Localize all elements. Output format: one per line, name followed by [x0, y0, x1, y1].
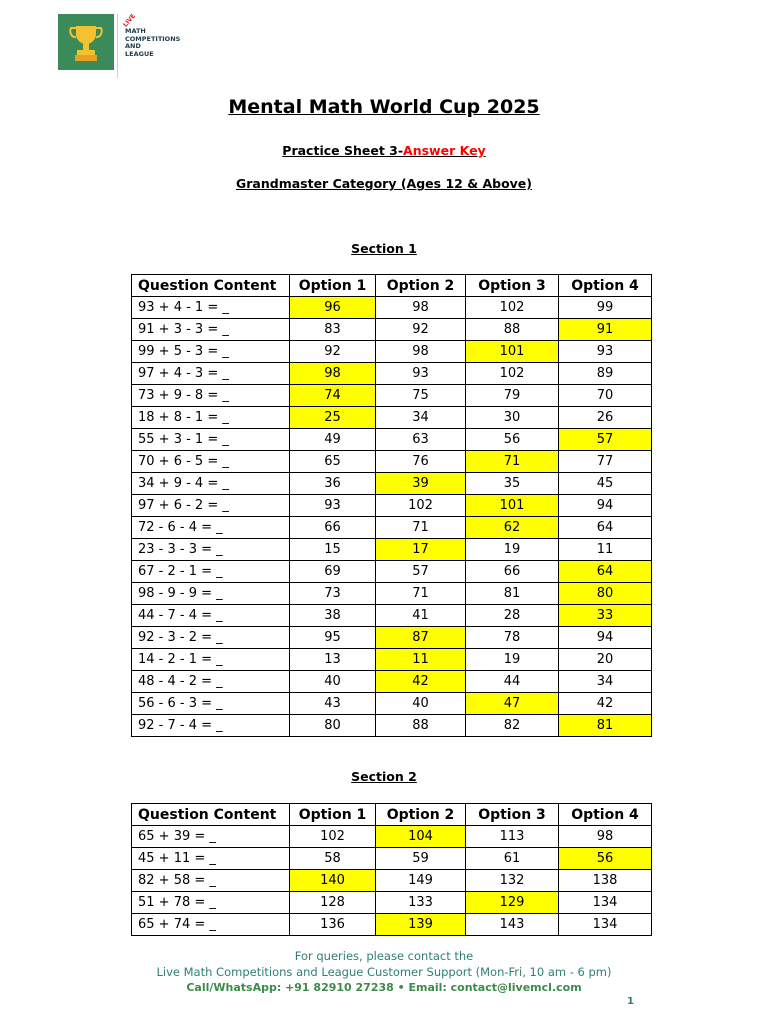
section1-title: Section 1: [351, 241, 417, 256]
option-cell: 93: [559, 341, 652, 363]
correct-answer-cell: 104: [376, 826, 466, 848]
option-cell: 102: [466, 297, 559, 319]
option-cell: 134: [559, 892, 652, 914]
logo-line: LEAGUE: [125, 49, 154, 58]
option-cell: 35: [466, 473, 559, 495]
question-cell: 73 + 9 - 8 = _: [132, 385, 290, 407]
correct-answer-cell: 96: [290, 297, 376, 319]
question-cell: 23 - 3 - 3 = _: [132, 539, 290, 561]
table-row: [132, 649, 652, 671]
correct-answer-cell: 87: [376, 627, 466, 649]
option-cell: 102: [376, 495, 466, 517]
table-row: [132, 870, 652, 892]
footer-contact-line: Call/WhatsApp: +91 82910 27238 • Email: contact@livemcl.com: [186, 981, 582, 994]
option-cell: 11: [559, 539, 652, 561]
correct-answer-cell: 11: [376, 649, 466, 671]
option-cell: 128: [290, 892, 376, 914]
correct-answer-cell: 57: [559, 429, 652, 451]
page-title: Mental Math World Cup 2025: [228, 96, 540, 118]
logo-divider: [117, 14, 118, 78]
logo-wordmark: [125, 28, 187, 58]
column-header-option: Option 3: [466, 275, 559, 297]
section2-table: [131, 803, 652, 936]
option-cell: 69: [290, 561, 376, 583]
option-cell: 49: [290, 429, 376, 451]
correct-answer-cell: 91: [559, 319, 652, 341]
table-row: [132, 848, 652, 870]
option-cell: 59: [376, 848, 466, 870]
question-cell: 67 - 2 - 1 = _: [132, 561, 290, 583]
table-row: [132, 693, 652, 715]
correct-answer-cell: 47: [466, 693, 559, 715]
option-cell: 75: [376, 385, 466, 407]
column-header-option: Option 2: [376, 804, 466, 826]
option-cell: 79: [466, 385, 559, 407]
section1-table: [131, 274, 652, 737]
question-cell: 93 + 4 - 1 = _: [132, 297, 290, 319]
column-header-question: Question Content: [132, 804, 290, 826]
table-row: [132, 826, 652, 848]
option-cell: 143: [466, 914, 559, 936]
correct-answer-cell: 139: [376, 914, 466, 936]
column-header-option: Option 3: [466, 804, 559, 826]
option-cell: 66: [290, 517, 376, 539]
table-row: [132, 319, 652, 341]
option-cell: 36: [290, 473, 376, 495]
option-cell: 43: [290, 693, 376, 715]
option-cell: 45: [559, 473, 652, 495]
option-cell: 58: [290, 848, 376, 870]
option-cell: 63: [376, 429, 466, 451]
option-cell: 66: [466, 561, 559, 583]
option-cell: 98: [376, 341, 466, 363]
option-cell: 41: [376, 605, 466, 627]
option-cell: 65: [290, 451, 376, 473]
option-cell: 92: [290, 341, 376, 363]
option-cell: 77: [559, 451, 652, 473]
correct-answer-cell: 74: [290, 385, 376, 407]
option-cell: 19: [466, 649, 559, 671]
option-cell: 71: [376, 583, 466, 605]
option-cell: 92: [376, 319, 466, 341]
option-cell: 15: [290, 539, 376, 561]
table-row: [132, 715, 652, 737]
option-cell: 64: [559, 517, 652, 539]
option-cell: 57: [376, 561, 466, 583]
column-header-option: Option 2: [376, 275, 466, 297]
table-header-row: [132, 804, 652, 826]
question-cell: 14 - 2 - 1 = _: [132, 649, 290, 671]
option-cell: 73: [290, 583, 376, 605]
question-cell: 82 + 58 = _: [132, 870, 290, 892]
option-cell: 34: [376, 407, 466, 429]
option-cell: 78: [466, 627, 559, 649]
category-heading: Grandmaster Category (Ages 12 & Above): [236, 176, 532, 191]
option-cell: 44: [466, 671, 559, 693]
option-cell: 56: [466, 429, 559, 451]
question-cell: 18 + 8 - 1 = _: [132, 407, 290, 429]
option-cell: 26: [559, 407, 652, 429]
option-cell: 81: [466, 583, 559, 605]
option-cell: 30: [466, 407, 559, 429]
question-cell: 97 + 6 - 2 = _: [132, 495, 290, 517]
correct-answer-cell: 39: [376, 473, 466, 495]
option-cell: 102: [466, 363, 559, 385]
option-cell: 34: [559, 671, 652, 693]
option-cell: 38: [290, 605, 376, 627]
question-cell: 70 + 6 - 5 = _: [132, 451, 290, 473]
column-header-option: Option 4: [559, 275, 652, 297]
option-cell: 28: [466, 605, 559, 627]
option-cell: 138: [559, 870, 652, 892]
option-cell: 99: [559, 297, 652, 319]
footer-query-line: For queries, please contact the: [294, 949, 474, 963]
brand-logo: [58, 14, 184, 74]
logo-line: COMPETITIONS: [125, 34, 181, 43]
section2-title: Section 2: [351, 769, 417, 784]
option-cell: 98: [376, 297, 466, 319]
table-row: [132, 914, 652, 936]
option-cell: 13: [290, 649, 376, 671]
table-row: [132, 341, 652, 363]
correct-answer-cell: 33: [559, 605, 652, 627]
option-cell: 98: [559, 826, 652, 848]
table-row: [132, 671, 652, 693]
question-cell: 98 - 9 - 9 = _: [132, 583, 290, 605]
correct-answer-cell: 42: [376, 671, 466, 693]
option-cell: 134: [559, 914, 652, 936]
table-header-row: [132, 275, 652, 297]
question-cell: 65 + 74 = _: [132, 914, 290, 936]
correct-answer-cell: 129: [466, 892, 559, 914]
correct-answer-cell: 101: [466, 341, 559, 363]
logo-line: MATH: [125, 27, 146, 35]
correct-answer-cell: 64: [559, 561, 652, 583]
page-number: 1: [627, 996, 634, 1007]
option-cell: 19: [466, 539, 559, 561]
subtitle-prefix: Practice Sheet 3-: [282, 143, 404, 158]
option-cell: 71: [376, 517, 466, 539]
table-row: [132, 627, 652, 649]
option-cell: 83: [290, 319, 376, 341]
option-cell: 94: [559, 627, 652, 649]
question-cell: 92 - 7 - 4 = _: [132, 715, 290, 737]
answer-key-label: Answer Key: [403, 143, 486, 158]
correct-answer-cell: 81: [559, 715, 652, 737]
question-cell: 91 + 3 - 3 = _: [132, 319, 290, 341]
correct-answer-cell: 80: [559, 583, 652, 605]
correct-answer-cell: 25: [290, 407, 376, 429]
correct-answer-cell: 17: [376, 539, 466, 561]
option-cell: 102: [290, 826, 376, 848]
option-cell: 42: [559, 693, 652, 715]
correct-answer-cell: 56: [559, 848, 652, 870]
question-cell: 99 + 5 - 3 = _: [132, 341, 290, 363]
option-cell: 80: [290, 715, 376, 737]
table-row: [132, 495, 652, 517]
question-cell: 92 - 3 - 2 = _: [132, 627, 290, 649]
option-cell: 93: [376, 363, 466, 385]
option-cell: 70: [559, 385, 652, 407]
correct-answer-cell: 62: [466, 517, 559, 539]
table-row: [132, 429, 652, 451]
question-cell: 44 - 7 - 4 = _: [132, 605, 290, 627]
sheet-subtitle: [0, 143, 768, 158]
table-row: [132, 407, 652, 429]
option-cell: 132: [466, 870, 559, 892]
table-row: [132, 473, 652, 495]
table-row: [132, 297, 652, 319]
question-cell: 56 - 6 - 3 = _: [132, 693, 290, 715]
table-row: [132, 561, 652, 583]
table-row: [132, 451, 652, 473]
option-cell: 88: [376, 715, 466, 737]
table-row: [132, 605, 652, 627]
option-cell: 40: [376, 693, 466, 715]
column-header-option: Option 1: [290, 275, 376, 297]
question-cell: 48 - 4 - 2 = _: [132, 671, 290, 693]
footer-support-line: Live Math Competitions and League Customer Support (Mon-Fri, 10 am - 6 pm): [156, 965, 612, 979]
table-row: [132, 583, 652, 605]
correct-answer-cell: 71: [466, 451, 559, 473]
option-cell: 93: [290, 495, 376, 517]
trophy-icon: [58, 14, 114, 70]
logo-line: AND: [125, 42, 141, 50]
table-row: [132, 363, 652, 385]
option-cell: 149: [376, 870, 466, 892]
column-header-option: Option 4: [559, 804, 652, 826]
question-cell: 65 + 39 = _: [132, 826, 290, 848]
question-cell: 34 + 9 - 4 = _: [132, 473, 290, 495]
option-cell: 20: [559, 649, 652, 671]
option-cell: 88: [466, 319, 559, 341]
question-cell: 51 + 78 = _: [132, 892, 290, 914]
correct-answer-cell: 101: [466, 495, 559, 517]
option-cell: 113: [466, 826, 559, 848]
question-cell: 45 + 11 = _: [132, 848, 290, 870]
option-cell: 95: [290, 627, 376, 649]
option-cell: 76: [376, 451, 466, 473]
question-cell: 55 + 3 - 1 = _: [132, 429, 290, 451]
question-cell: 72 - 6 - 4 = _: [132, 517, 290, 539]
option-cell: 61: [466, 848, 559, 870]
column-header-question: Question Content: [132, 275, 290, 297]
option-cell: 136: [290, 914, 376, 936]
table-row: [132, 539, 652, 561]
option-cell: 82: [466, 715, 559, 737]
correct-answer-cell: 98: [290, 363, 376, 385]
table-row: [132, 517, 652, 539]
option-cell: 89: [559, 363, 652, 385]
logo-live-label: LIVE: [122, 12, 137, 29]
option-cell: 40: [290, 671, 376, 693]
option-cell: 94: [559, 495, 652, 517]
correct-answer-cell: 140: [290, 870, 376, 892]
question-cell: 97 + 4 - 3 = _: [132, 363, 290, 385]
option-cell: 133: [376, 892, 466, 914]
column-header-option: Option 1: [290, 804, 376, 826]
table-row: [132, 892, 652, 914]
table-row: [132, 385, 652, 407]
